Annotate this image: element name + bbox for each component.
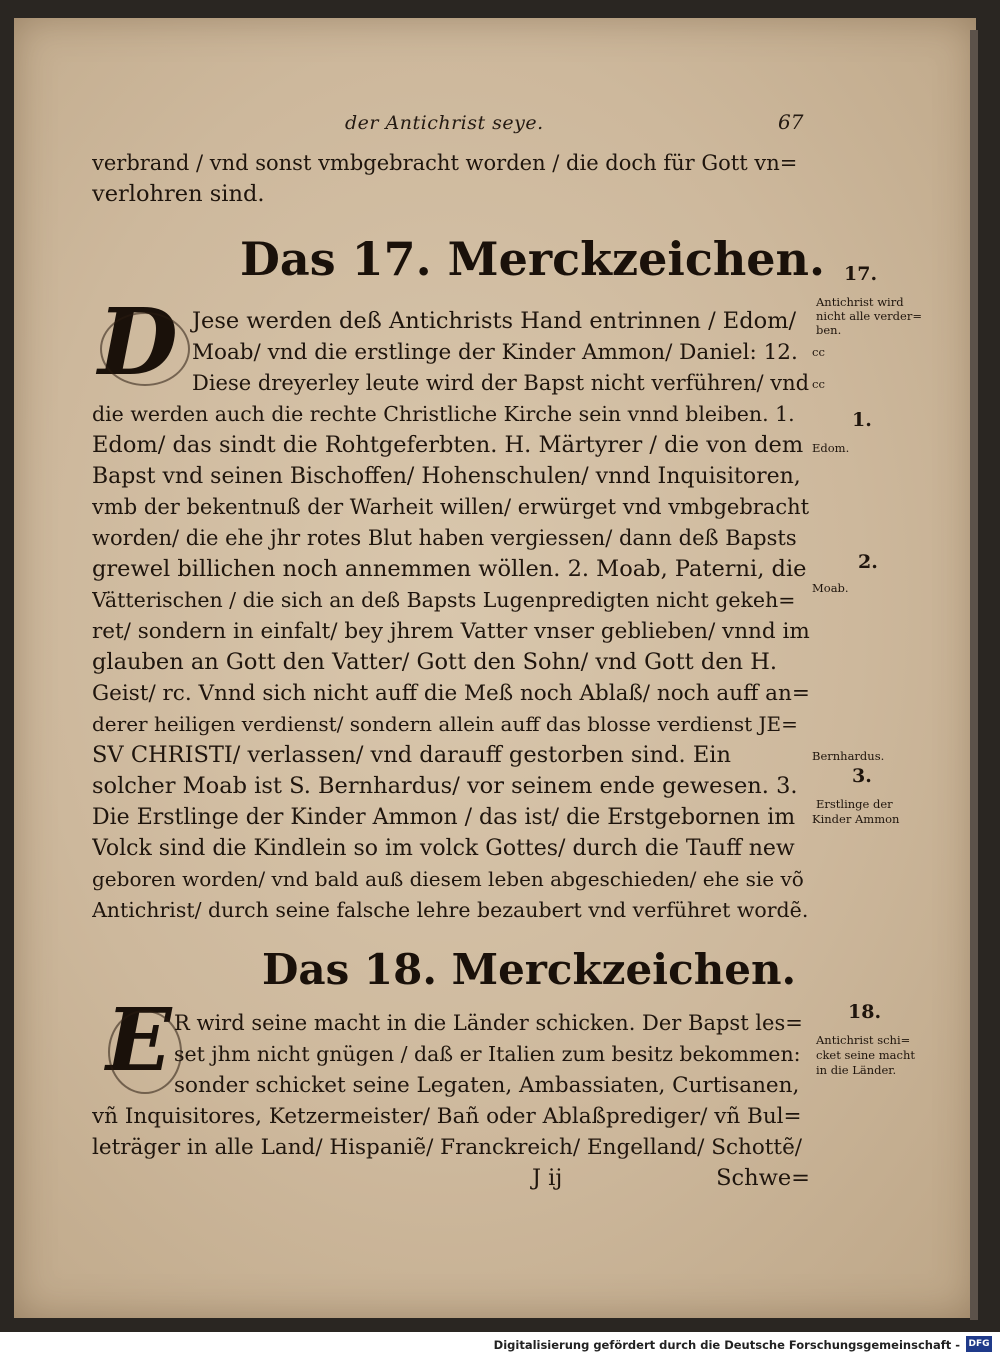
text-line: grewel billichen noch annemmen wöllen. 2. Moab, Paterni, die <box>92 556 807 582</box>
text-line: derer heiligen verdienst/ sondern allein auff das blosse verdienst JE= <box>92 712 798 736</box>
text-line: leträger in alle Land/ Hispaniẽ/ Franckreich/ Engelland/ Schottẽ/ <box>92 1135 803 1160</box>
section-heading-18: Das 18. Merckzeichen. <box>262 945 797 994</box>
text-line: solcher Moab ist S. Bernhardus/ vor seinem ende gewesen. 3. <box>92 773 798 799</box>
margin-note-number: 2. <box>858 551 878 573</box>
text-line: glauben an Gott den Vatter/ Gott den Sohn/ vnd Gott den H. <box>92 649 777 675</box>
text-line: Vätterischen / die sich an deß Bapsts Lugenpredigten nicht gekeh= <box>92 588 796 612</box>
funding-credit: Digitalisierung gefördert durch die Deutsche Forschungsgemeinschaft - <box>493 1338 960 1352</box>
text-line: Bapst vnd seinen Bischoffen/ Hohenschulen/ vnnd Inquisitoren, <box>92 464 801 489</box>
text-line: set jhm nicht gnügen / daß er Italien zum besitz bekommen: <box>174 1042 801 1066</box>
section-heading-17: Das 17. Merckzeichen. <box>240 232 825 286</box>
catchline <box>92 1163 810 1194</box>
text-line: Moab/ vnd die erstlinge der Kinder Ammon/ Daniel: 12. <box>192 340 798 365</box>
quote-mark: cc <box>812 377 825 391</box>
text-line: R wird seine macht in die Länder schicken. Der Bapst les= <box>174 1011 803 1035</box>
text-line: vmb der bekentnuß der Warheit willen/ erwürget vnd vmbgebracht <box>92 495 810 519</box>
margin-note: ben. <box>816 323 842 337</box>
margin-note: Antichrist schi= <box>816 1033 911 1047</box>
section-17-text <box>92 306 810 926</box>
margin-note: Kinder Ammon <box>812 812 900 826</box>
margin-note-number: 18. <box>848 1001 882 1023</box>
intro-text <box>92 148 810 210</box>
quote-mark: cc <box>812 345 825 359</box>
text-line: Diese dreyerley leute wird der Bapst nicht verführen/ vnd <box>192 371 810 395</box>
page-number: 67 <box>778 110 804 134</box>
text-line: Jese werden deß Antichrists Hand entrinnen / Edom/ <box>192 308 797 334</box>
text-line: vñ Inquisitores, Ketzermeister/ Bañ oder Ablaßprediger/ vñ Bul= <box>92 1104 802 1129</box>
text-line: ret/ sondern in einfalt/ bey jhrem Vatter vnser geblieben/ vnnd im <box>92 619 810 644</box>
signature-mark: J ij <box>532 1165 563 1191</box>
text-line: Edom/ das sindt die Rohtgeferbten. H. Märtyrer / die von dem <box>92 432 804 458</box>
footer-bar <box>0 1332 1000 1358</box>
text-line: verlohren sind. <box>92 181 265 207</box>
margin-note-number: 1. <box>852 409 872 431</box>
margin-note: cket seine macht <box>816 1048 915 1062</box>
text-line: verbrand / vnd sonst vmbgebracht worden / die doch für Gott vn= <box>92 151 798 175</box>
margin-note-number: 17. <box>844 263 878 285</box>
page-edge <box>970 30 978 1320</box>
text-line: sonder schicket seine Legaten, Ambassiaten, Curtisanen, <box>174 1073 800 1098</box>
text-line: Antichrist/ durch seine falsche lehre bezaubert vnd verführet wordẽ. <box>92 898 809 922</box>
margin-note: in die Länder. <box>816 1063 897 1077</box>
running-head: der Antichrist seye. <box>345 112 544 134</box>
text-line: Geist/ rc. Vnnd sich nicht auff die Meß noch Ablaß/ noch auff an= <box>92 681 810 706</box>
drop-capital: D <box>98 288 178 396</box>
margin-note-number: 3. <box>852 765 872 787</box>
text-line: Volck sind die Kindlein so im volck Gottes/ durch die Tauff new <box>92 836 795 861</box>
text-line: die werden auch die rechte Christliche Kirche sein vnnd bleiben. 1. <box>92 402 795 426</box>
text-line: Die Erstlinge der Kinder Ammon / das ist/ die Erstgebornen im <box>92 805 796 830</box>
margin-note: Bernhardus. <box>812 749 885 763</box>
margin-note: Antichrist wird <box>816 295 904 309</box>
section-18-text <box>92 1008 810 1194</box>
text-line: SV CHRISTI/ verlassen/ vnd darauff gestorben sind. Ein <box>92 742 731 768</box>
margin-note: Moab. <box>812 581 849 595</box>
catchword: Schwe= <box>716 1165 810 1191</box>
dfg-logo-icon: DFG <box>966 1336 992 1352</box>
margin-note: Edom. <box>812 441 850 455</box>
margin-note: Erstlinge der <box>816 797 893 811</box>
drop-capital: E <box>106 990 172 1091</box>
text-line: geboren worden/ vnd bald auß diesem leben abgeschieden/ ehe sie võ <box>92 867 804 891</box>
margin-note: nicht alle verder= <box>816 309 922 323</box>
text-line: worden/ die ehe jhr rotes Blut haben vergiessen/ dann deß Bapsts <box>92 526 797 550</box>
